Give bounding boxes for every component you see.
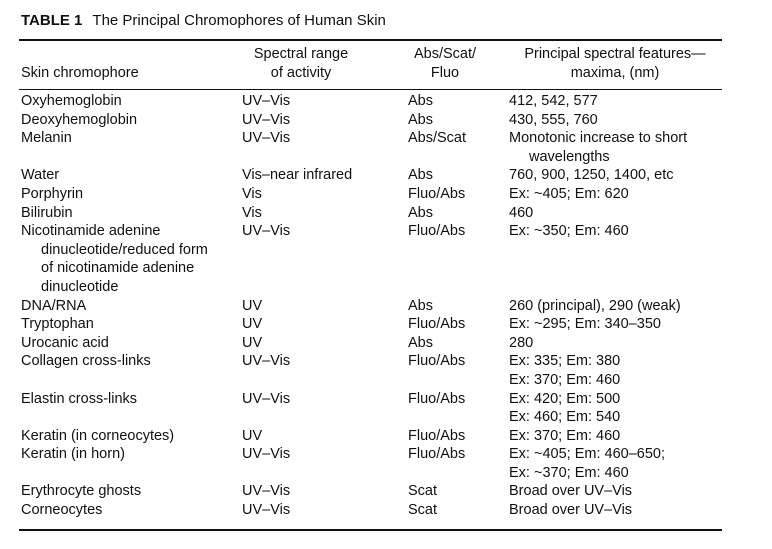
table-row <box>21 501 724 520</box>
cell-chromophore <box>21 92 242 111</box>
cell-chromophore <box>21 427 242 446</box>
cell-spectral-features <box>509 427 724 446</box>
table-row <box>21 222 724 296</box>
table-row <box>21 482 724 501</box>
cell-chromophore <box>21 222 242 296</box>
chromophore-name-line: dinucleotide/reduced form <box>41 241 208 258</box>
header-abs-scat-fluo-line: Fluo <box>430 65 460 81</box>
chromophore-name-line: Bilirubin <box>21 204 73 221</box>
chromophore-name-line: Keratin (in corneocytes) <box>21 427 175 444</box>
chromophore-name-line: Corneocytes <box>21 502 103 519</box>
cell-spectral-range: UV–Vis <box>242 483 291 500</box>
cell-spectral-features <box>509 185 724 204</box>
cell-spectral-range: UV–Vis <box>242 353 291 370</box>
chromophore-name-line: Elastin cross-links <box>21 390 138 407</box>
spectral-feature-line: Ex: ~350; Em: 460 <box>509 223 629 240</box>
bottom-rule <box>19 529 722 531</box>
header-spectral-features <box>508 45 722 83</box>
cell-spectral-range: UV–Vis <box>242 93 291 109</box>
table-row <box>21 166 724 185</box>
table-row <box>21 111 724 130</box>
table-row <box>21 352 724 389</box>
spectral-feature-line: Ex: ~370; Em: 460 <box>509 464 629 481</box>
chromophore-name-line: Water <box>21 167 60 184</box>
table-number: TABLE 1 <box>21 12 83 29</box>
header-abs-scat-fluo <box>402 45 488 83</box>
chromophore-name-line: DNA/RNA <box>21 297 87 314</box>
spectral-feature-line: Broad over UV–Vis <box>509 502 633 519</box>
cell-abs-scat-fluo: Scat <box>408 483 438 500</box>
cell-abs-scat-fluo: Fluo/Abs <box>408 223 466 240</box>
cell-spectral-range: Vis <box>242 204 262 221</box>
spectral-feature-line: 260 (principal), 290 (weak) <box>509 297 681 314</box>
table-row <box>21 390 724 427</box>
chromophore-name-line: Melanin <box>21 130 72 147</box>
chromophore-name-line: dinucleotide <box>41 278 119 295</box>
cell-abs-scat-fluo: Fluo/Abs <box>408 446 466 463</box>
cell-chromophore <box>21 204 242 223</box>
chromophore-name-line: Oxyhemoglobin <box>21 93 122 109</box>
cell-spectral-features <box>509 390 724 427</box>
cell-abs-scat-fluo: Abs <box>408 111 433 128</box>
spectral-feature-line: Ex: 420; Em: 500 <box>509 390 621 407</box>
spectral-feature-line: Ex: 370; Em: 460 <box>509 427 621 444</box>
cell-abs-scat-fluo: Fluo/Abs <box>408 353 466 370</box>
table-body <box>21 92 724 520</box>
cell-spectral-features <box>509 482 724 501</box>
chromophore-name-line: Keratin (in horn) <box>21 446 125 463</box>
cell-spectral-features <box>509 334 724 353</box>
cell-spectral-range: Vis <box>242 185 262 202</box>
chromophore-name-line: Collagen cross-links <box>21 353 151 370</box>
cell-abs-scat-fluo: Fluo/Abs <box>408 390 466 407</box>
cell-spectral-features <box>509 315 724 334</box>
spectral-feature-line: Ex: ~295; Em: 340–350 <box>509 316 661 333</box>
cell-chromophore <box>21 352 242 389</box>
cell-abs-scat-fluo: Abs <box>408 204 433 221</box>
spectral-feature-line: 760, 900, 1250, 1400, etc <box>509 167 674 184</box>
cell-abs-scat-fluo: Fluo/Abs <box>408 185 466 202</box>
table-row <box>21 129 724 166</box>
cell-spectral-range: UV–Vis <box>242 111 291 128</box>
spectral-feature-line: Ex: ~405; Em: 620 <box>509 185 629 202</box>
table-caption <box>21 11 386 31</box>
spectral-feature-line: 280 <box>509 334 534 351</box>
spectral-feature-line: Ex: 335; Em: 380 <box>509 353 621 370</box>
cell-spectral-range: Vis–near infrared <box>242 167 353 184</box>
chromophore-name-line: Tryptophan <box>21 316 94 333</box>
cell-spectral-features <box>509 297 724 316</box>
header-abs-scat-fluo-line: Abs/Scat/ <box>413 46 477 62</box>
cell-chromophore <box>21 390 242 427</box>
cell-chromophore <box>21 482 242 501</box>
cell-spectral-features <box>509 222 724 296</box>
header-spectral-range <box>242 45 360 83</box>
table-title: The Principal Chromophores of Human Skin <box>92 12 386 29</box>
spectral-feature-line: 460 <box>509 204 534 221</box>
cell-chromophore <box>21 315 242 334</box>
spectral-feature-line: Monotonic increase to short <box>509 130 688 147</box>
spectral-feature-line: Ex: 460; Em: 540 <box>509 409 621 426</box>
cell-spectral-features <box>509 445 724 482</box>
spectral-feature-line: Broad over UV–Vis <box>509 483 633 500</box>
header-spectral-range-line: Spectral range <box>253 46 349 62</box>
cell-spectral-range: UV <box>242 427 263 444</box>
cell-spectral-range: UV–Vis <box>242 502 291 519</box>
table-row <box>21 92 724 111</box>
cell-spectral-range: UV <box>242 334 263 351</box>
cell-chromophore <box>21 334 242 353</box>
cell-chromophore <box>21 297 242 316</box>
cell-chromophore <box>21 501 242 520</box>
chromophore-name-line: Porphyrin <box>21 185 84 202</box>
cell-abs-scat-fluo: Abs <box>408 167 433 184</box>
spectral-feature-line: 430, 555, 760 <box>509 111 598 128</box>
table-row <box>21 315 724 334</box>
cell-abs-scat-fluo: Abs/Scat <box>408 130 467 147</box>
header-spectral-features-line: Principal spectral features— <box>524 46 706 62</box>
chromophore-name-line: Erythrocyte ghosts <box>21 483 142 500</box>
cell-spectral-features <box>509 352 724 389</box>
cell-chromophore <box>21 129 242 166</box>
cell-chromophore <box>21 445 242 482</box>
cell-spectral-range: UV <box>242 316 263 333</box>
cell-chromophore <box>21 111 242 130</box>
chromophore-name-line: Deoxyhemoglobin <box>21 111 138 128</box>
table-row <box>21 427 724 446</box>
cell-spectral-range: UV–Vis <box>242 446 291 463</box>
cell-abs-scat-fluo: Fluo/Abs <box>408 427 466 444</box>
header-rule <box>19 89 722 90</box>
chromophore-table <box>21 92 724 520</box>
header-spectral-range-line: of activity <box>270 65 332 81</box>
cell-spectral-features <box>509 111 724 130</box>
header-chromophore: Skin chromophore <box>21 65 139 81</box>
cell-spectral-range: UV–Vis <box>242 390 291 407</box>
chromophore-name-line: of nicotinamide adenine <box>41 260 195 277</box>
table-row <box>21 185 724 204</box>
cell-spectral-features <box>509 92 724 111</box>
spectral-feature-line: 412, 542, 577 <box>509 93 598 109</box>
cell-abs-scat-fluo: Abs <box>408 334 433 351</box>
chromophore-name-line: Nicotinamide adenine <box>21 223 161 240</box>
table-row <box>21 445 724 482</box>
cell-chromophore <box>21 185 242 204</box>
cell-spectral-range: UV–Vis <box>242 130 291 147</box>
cell-spectral-features <box>509 129 724 166</box>
table-row <box>21 297 724 316</box>
cell-spectral-features <box>509 204 724 223</box>
top-rule <box>19 39 722 41</box>
cell-spectral-features <box>509 501 724 520</box>
cell-abs-scat-fluo: Abs <box>408 297 433 314</box>
spectral-feature-line: Ex: ~405; Em: 460–650; <box>509 446 665 463</box>
cell-spectral-features <box>509 166 724 185</box>
cell-spectral-range: UV <box>242 297 263 314</box>
table-row <box>21 204 724 223</box>
spectral-feature-line: Ex: 370; Em: 460 <box>509 371 621 388</box>
table-row <box>21 334 724 353</box>
cell-abs-scat-fluo: Fluo/Abs <box>408 316 466 333</box>
cell-chromophore <box>21 166 242 185</box>
cell-abs-scat-fluo: Scat <box>408 502 438 519</box>
header-spectral-features-line: maxima, (nm) <box>570 65 660 81</box>
cell-abs-scat-fluo: Abs <box>408 93 433 109</box>
cell-spectral-range: UV–Vis <box>242 223 291 240</box>
chromophore-name-line: Urocanic acid <box>21 334 109 351</box>
spectral-feature-line: wavelengths <box>529 148 610 165</box>
